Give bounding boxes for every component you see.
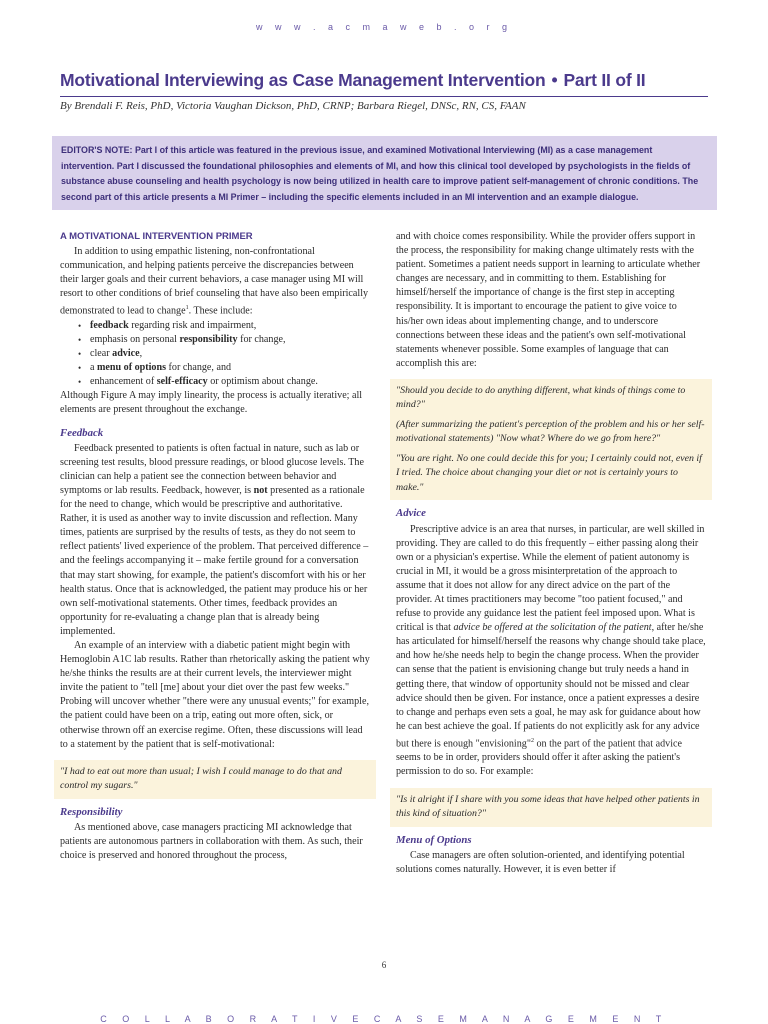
responsibility-paragraph: As mentioned above, case managers practicing MI acknowledge that patients are autonomous partners in collaboration with them. As such, their choice is preserved and honored throughout the process, xyxy=(60,821,363,862)
editor-note: EDITOR'S NOTE: Part I of this article was featured in the previous issue, and examined Motivational Interviewing (MI) as a case management intervention. Part I discussed the foundational philosophies and elements of MI, and how this clinical tool developed by psychologists in the fields of substance abuse counseling and health psychology is now being utilized in health care to improve patient self-management of chronic conditions. The second part of this article presents a MI Primer – including the specific elements included in an MI intervention and an example dialogue. xyxy=(52,136,717,210)
title-rule xyxy=(60,96,708,97)
quote-text: "I had to eat out more than usual; I wish I could manage to do that and control my sugars." xyxy=(60,765,342,792)
right-column xyxy=(396,230,706,877)
list-item: • a menu of options for change, and xyxy=(80,361,370,375)
advice-quote xyxy=(390,788,712,827)
intro-end: . These include: xyxy=(188,305,253,317)
list-item: • feedback regarding risk and impairment, xyxy=(80,319,370,333)
footer-title: C O L L A B O R A T I V E C A S E M A N A G E M E N T xyxy=(100,1014,668,1024)
feedback-heading: Feedback xyxy=(60,426,104,439)
title-part: Part II of II xyxy=(563,70,646,90)
menu-heading: Menu of Options xyxy=(396,833,472,846)
conditions-list xyxy=(60,319,370,389)
footnote-ref: 1 xyxy=(185,305,189,312)
list-item: • clear advice, xyxy=(80,347,370,361)
feedback-paragraph-1: Feedback presented to patients is often factual in nature, such as lab or screening test results, blood pressure readings, or blood glucose levels. The clinician can help a patient see the connection between behavior and symptoms or lab results. Feedback, however, is not presented as a rationale for the need to change, which would be prescriptive and authoritative. Rather, it is used as another way to invite discussion and reflection. Many times, patients are surprised by the results of tests, as they do not seem to reflect patients' lived experience of the problem. That perceived difference – and the feelings accompanying it – make fertile ground for a conversation that may start showing, for example, the patient's discomfort with his or her health status. Once that is acknowledged, the patient may produce his or her own self-motivational statements. Other times, feedback provides an opportunity for re-evaluating a change plan that is already being implemented. xyxy=(60,442,369,637)
quote-text: "Should you decide to do anything different, what kinds of things come to mind?" xyxy=(396,384,686,411)
advice-paragraph: Prescriptive advice is an area that nurses, in particular, are well skilled in providing. They are called to do this frequently – either passing along their own or a physician's expertise. While the element of patient autonomy is crucial in MI, it would be a gross misinterpretation of the approach to assume that it does not allow for any direct advice on the part of the provider. At times practitioners may become "too patient focused," and refuse to provide any guidance lest the patient feel imposed upon. What is critical is that advice be offered at the solicitation of the patient, after he/she has articulated for himself/herself the reasons why change should take place, and how he/she needs help to begin the change process. When the provider can sense that the patient is envisioning change but truly needs a hand in getting there, that window of opportunity should not be missed and clear advice should then be given. For instance, once a patient expresses a desire to change and perhaps even sets a goal, he may ask for guidance about how he can best achieve the goal. If patients do not explicitly ask for any advice but there is enough "envisioning"$^2$ on the part of the patient that advice seems to be in order, providers should offer it after asking the patient's permission to do so. For example: xyxy=(396,523,706,778)
list-item: • emphasis on personal responsibility for change, xyxy=(80,333,370,347)
quote-text: "Is it alright if I share with you some ideas that have helped other patients in this kind of situation?" xyxy=(396,793,700,820)
example-quotes xyxy=(390,379,712,501)
intro-text: In addition to using empathic listening, non-confrontational communication, and helping patients perceive the discrepancies between their larger goals and their current behaviors, a case manager using MI will resort to other conditions of brief counseling that have also been empirically demonstrated to lead to change xyxy=(60,246,369,317)
advice-heading: Advice xyxy=(396,507,426,520)
article-title xyxy=(60,70,710,91)
left-column xyxy=(60,230,370,863)
feedback-paragraph-2: An example of an interview with a diabetic patient might begin with Hemoglobin A1C lab results. Rather than rhetorically asking the patient why he/she thinks the results are at their current levels, the interviewer might invite the patient to "tell [me] about your diet over the past few weeks." Probing will uncover whether "there were any unusual events;" for example, the patient could have been on a trip, eating out more often, sick, or otherwise thrown off an exercise regime. Often, these discussions will lead to a statement by the patient that is self-motivational: xyxy=(60,639,370,750)
responsibility-continued: and with choice comes responsibility. While the provider offers support in the process, the responsibility for making change ultimately rests with the patient. Sometimes a patient needs support in learning to articulate whether changes are necessary, and in committing to them. Establishing for himself/herself the importance of change is the first step in accepting responsibility. It is important to encourage the patient to give voice to his/her own ideas about implementing change, and to underscore connections between these ideas and the patient's own self-motivational statements whenever possible. Some examples of language that can accomplish this are: xyxy=(396,231,701,369)
quote-text: "You are right. No one could decide this for you; I certainly could not, even if I tried. The choice about changing your diet or not is certainly yours to make." xyxy=(396,452,702,493)
list-item: • enhancement of self-efficacy or optimism about change. xyxy=(80,375,370,389)
intro-paragraph xyxy=(60,245,370,319)
title-main: Motivational Interviewing as Case Management Intervention xyxy=(60,70,546,90)
after-list-paragraph: Although Figure A may imply linearity, the process is actually iterative; all elements are present throughout the exchange. xyxy=(60,390,363,416)
page-number: 6 xyxy=(381,960,387,970)
title-separator: • xyxy=(551,70,558,90)
pull-quote xyxy=(54,760,376,799)
section-heading: A MOTIVATIONAL INTERVENTION PRIMER xyxy=(60,231,253,242)
byline: By Brendali F. Reis, PhD, Victoria Vaughan Dickson, PhD, CRNP; Barbara Riegel, DNSc, RN, CS, FAAN xyxy=(60,100,526,112)
responsibility-heading: Responsibility xyxy=(60,805,123,818)
quote-text: (After summarizing the patient's perception of the problem and his or her self-motivational statements) "Now what? Where do we go from here?" xyxy=(396,418,705,445)
menu-paragraph: Case managers are often solution-oriented, and identifying potential solutions comes naturally. However, it is even better if xyxy=(396,849,685,875)
site-url: w w w . a c m a w e b . o r g xyxy=(255,22,513,32)
